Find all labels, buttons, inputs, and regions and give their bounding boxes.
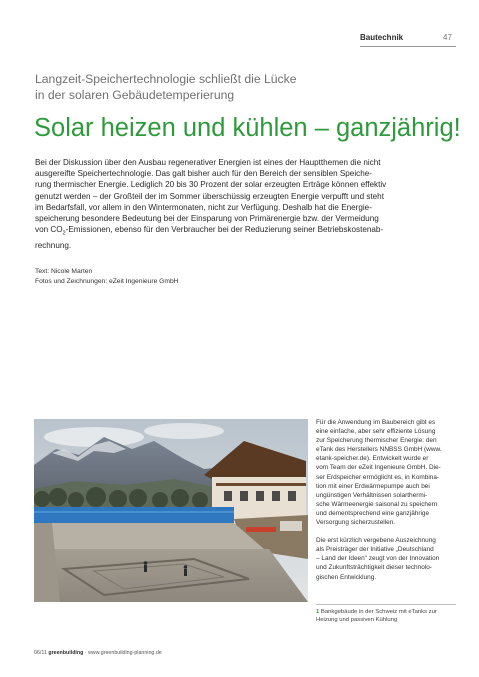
caption-line: Heizung und passiven Kühlung — [316, 617, 398, 623]
lead-co2-subscript: 2 — [62, 230, 66, 237]
article-title: Solar heizen und kühlen – ganzjährig! — [34, 114, 461, 142]
lead-line: Bei der Diskussion über den Ausbau regenerativer Energien ist eines der Hauptthemen die nicht — [35, 158, 381, 167]
footer-magazine: greenbuilding — [48, 650, 84, 656]
photo-caption — [316, 608, 456, 624]
lead-line: im Bedarfsfall, vor allem in den Wintermonaten, nicht zur Verfügung. Deshalb hat die Energie- — [35, 202, 372, 212]
body-line: ungünstigen Verhältnissen solarthermi- — [316, 491, 428, 499]
construction-photo — [34, 419, 308, 602]
lead-line-rest: -Emissionen, ebenso für den Verbraucher bei der Reduzierung seiner Betriebskostenab- — [65, 225, 384, 235]
body-line: – Land der Ideen" zeugt von der Innovation — [316, 555, 440, 563]
lead-line: speicherung besondere Bedeutung bei der Einsparung von Primärenergie bzw. der Vermeidung — [35, 214, 379, 224]
footer-issue: 06/11 — [34, 650, 47, 656]
body-line: tion mit einer Erdwärmepumpe auch bei — [316, 482, 430, 490]
footer — [34, 650, 162, 656]
body-line: etank-speicher.de). Entwickelt wurde er — [316, 455, 429, 463]
lead-co2: von CO — [35, 225, 63, 235]
body-line: gischen Entwicklung. — [316, 573, 377, 581]
caption-line — [316, 608, 456, 616]
body-line: als Preisträger der Initiative „Deutschland — [316, 546, 434, 554]
body-line: und Zukunftsträchtigkeit dieser technolo- — [316, 564, 432, 572]
caption-marker: 1 — [316, 609, 320, 615]
body-line: eTank des Herstellers NNBSS GmbH (www. — [316, 446, 442, 454]
lead-line: rechnung. — [35, 241, 72, 251]
photo-credit: Fotos und Zeichnungen: eZeit Ingenieure GmbH — [35, 277, 179, 285]
kicker-line: Langzeit-Speichertechnologie schließt die Lücke — [35, 72, 297, 86]
body-line: eine einfache, aber sehr effiziente Lösung — [316, 428, 436, 436]
kicker-line: in der solaren Gebäudetemperierung — [35, 87, 235, 102]
body-column — [316, 418, 456, 582]
body-line: und dementsprechend eine ganzjährige — [316, 509, 430, 517]
kicker — [35, 72, 455, 103]
lead-line: ausgereifte Speichertechnologie. Das galt bisher auch für den Bereich der sensiblen Speiche- — [35, 169, 372, 179]
body-line: Versorgung sicherzustellen. — [316, 519, 396, 527]
text-credit: Text: Nicole Marten — [35, 268, 93, 275]
lead-paragraph — [35, 157, 447, 251]
header-rule — [360, 46, 456, 47]
body-line: ser Erdspeicher ermöglicht es, in Kombina- — [316, 473, 440, 481]
caption-text: Bankgebäude in der Schweiz mit eTanks zur — [320, 609, 437, 615]
construction-photo-illustration — [34, 419, 308, 602]
lead-line: rung thermischer Energie. Lediglich 20 bis 30 Prozent der solar erzeugten Erträge können effektiv — [35, 180, 387, 190]
lead-line: genutzt werden – der Großteil der im Sommer überschüssig erzeugten Energie verpufft und steht — [35, 191, 384, 201]
body-line: zur Speicherung thermischer Energie: den — [316, 437, 437, 445]
body-line: Die erst kürzlich vergebene Auszeichnung — [316, 537, 436, 545]
lead-line — [35, 224, 447, 240]
body-line: Für die Anwendung im Baubereich gibt es — [316, 419, 436, 426]
page-number: 47 — [443, 33, 452, 42]
caption-rule — [316, 604, 456, 605]
body-line: sche Wärmeenergie saisonal zu speichern — [316, 500, 438, 508]
credits — [35, 267, 179, 286]
body-line: vom Team der eZeit Ingenieure GmbH. Die- — [316, 464, 441, 472]
section-label: Bautechnik — [360, 33, 404, 42]
footer-url: · www.greenbuilding-planning.de — [84, 650, 162, 656]
